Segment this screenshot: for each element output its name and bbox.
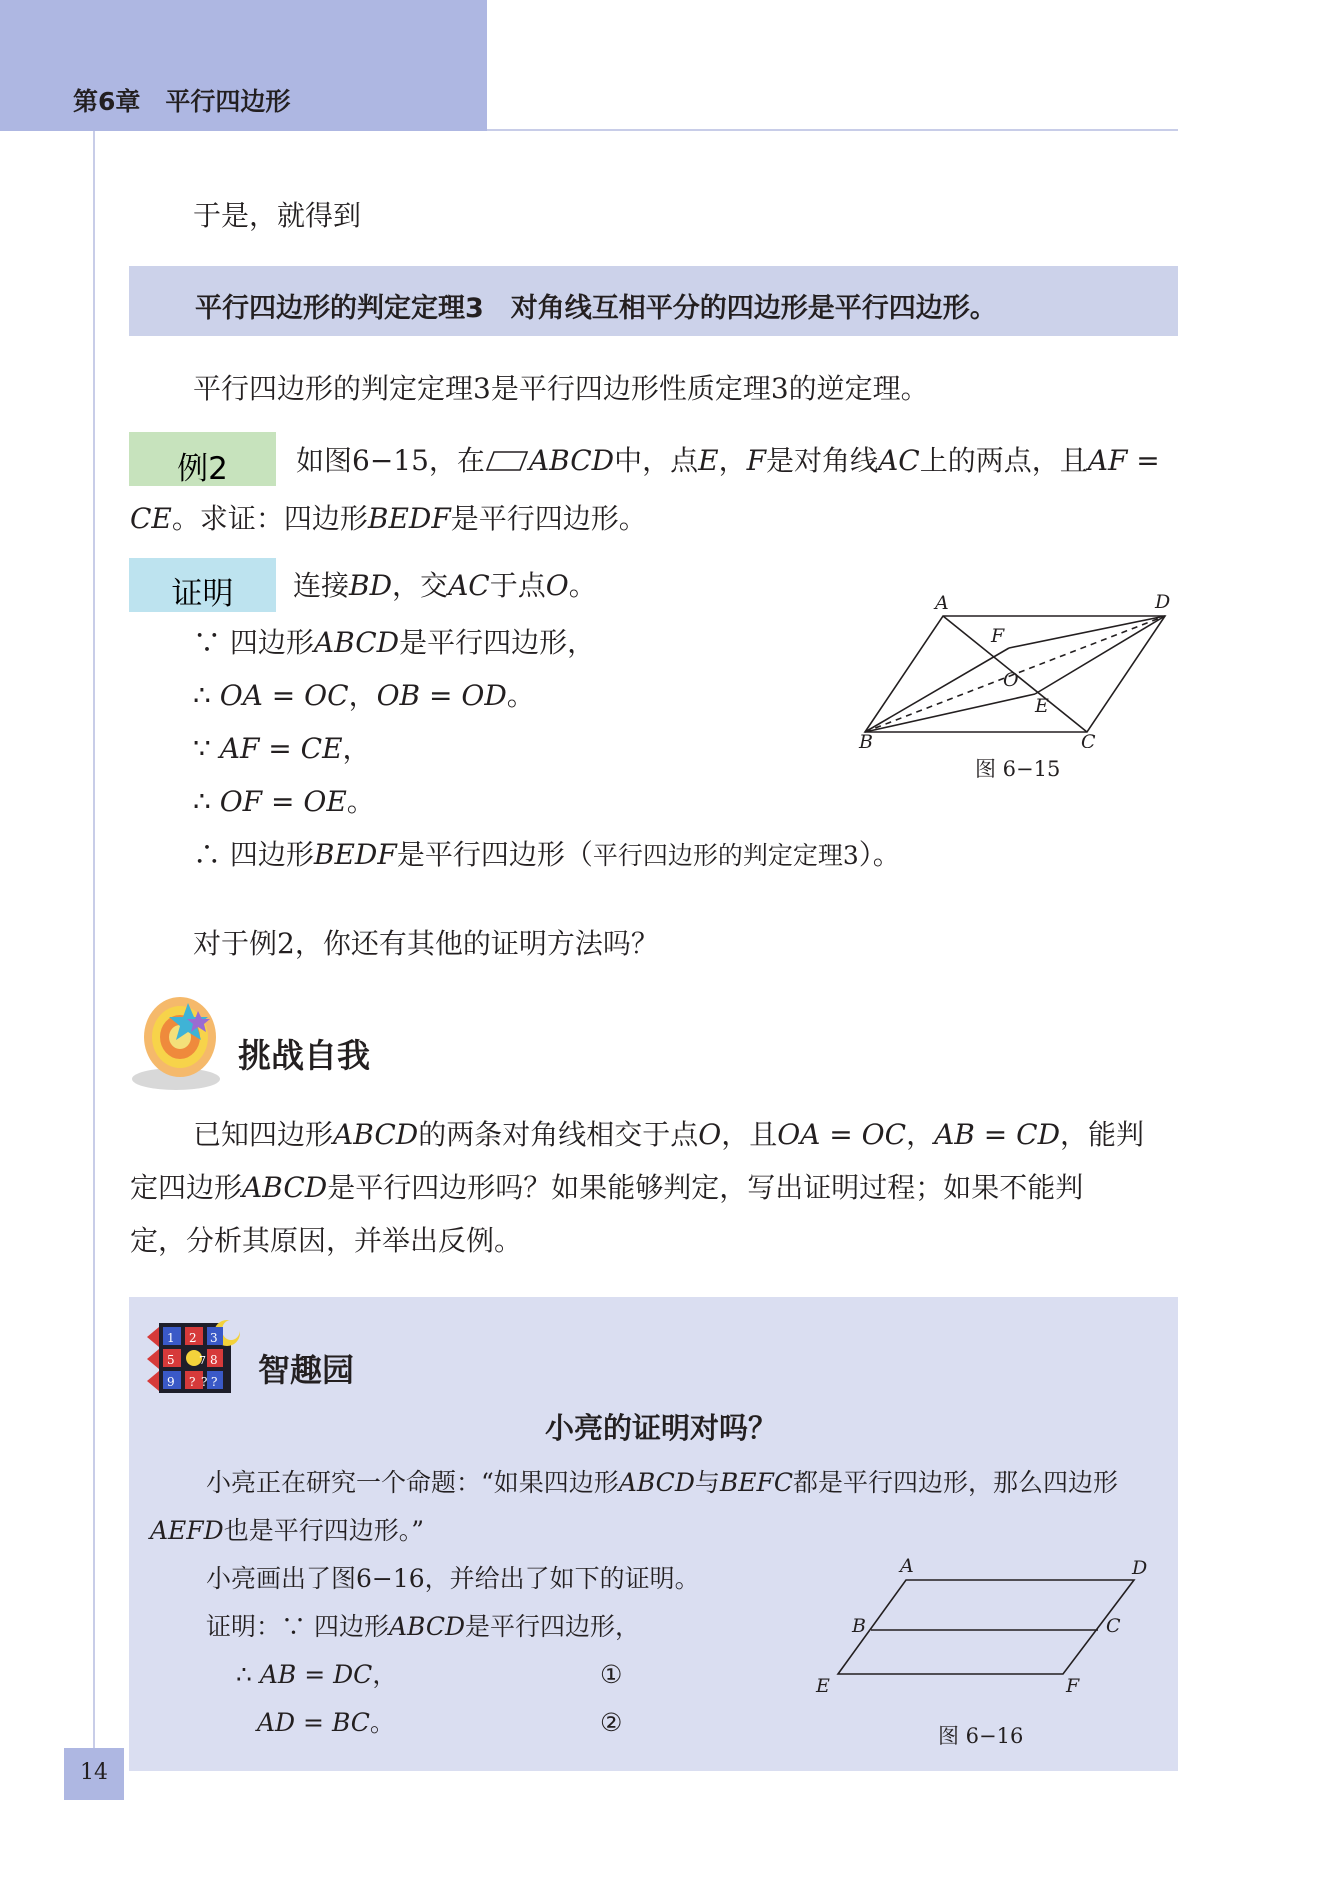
fun-text: 是平行四边形， [465,1612,641,1641]
proof-text: ∵ [193,732,220,765]
proof-text: 是平行四边形， [399,626,596,659]
proof-text: ∴ 四边形 [193,838,314,871]
proof-math: O [545,569,569,602]
fig1-label-a: A [935,592,949,614]
icon-digit: ? [211,1375,218,1389]
proof-math: OF [219,785,263,818]
segment-bf [865,648,1009,732]
theorem-text: 平行四边形的判定定理3 对角线互相平分的四边形是平行四边形。 [195,293,997,324]
proof-text: ∴ [193,679,220,712]
example-text: ， [718,444,747,477]
example-line-1 [296,445,1160,479]
icon-digit: 9 [167,1375,175,1389]
figure-6-15-caption: 图 6−15 [975,757,1061,781]
proof-math: AC [448,569,490,602]
fun-text: = [296,1660,334,1689]
proof-math: OD [461,679,507,712]
challenge-math: ABCD [333,1118,419,1151]
example-tag: 例2 [177,451,228,487]
proof-math: AF [219,732,260,765]
challenge-math: AB [934,1118,975,1151]
chapter-title: 第6章 平行四边形 [73,87,291,116]
challenge-text: ，能判 [1060,1118,1145,1151]
proof-tag: 证明 [171,576,234,612]
fun-math: BC [331,1708,370,1737]
challenge-text: ， [906,1118,935,1151]
proof-text: ∵ 四边形 [193,626,314,659]
icon-digit: 2 [189,1331,197,1345]
fun-text: ， [372,1660,398,1689]
fig1-label-c: C [1081,731,1096,748]
fun-line-1 [206,1468,1118,1498]
proof-text: = [262,679,305,712]
fig2-label-c: C [1106,1615,1121,1637]
parallelogram-symbol-icon [485,447,529,479]
proof-math: OE [303,785,347,818]
icon-digit: ? [201,1375,208,1389]
target-icon [128,995,228,1095]
fun-line-5-number: ① [600,1660,623,1689]
example-text: 是对角线 [766,444,879,477]
proof-text: = [259,732,301,765]
challenge-text: = [820,1118,862,1151]
fig1-label-o: O [1003,669,1019,691]
proof-math: OC [304,679,349,712]
challenge-math: ABCD [242,1171,328,1204]
challenge-math: OA [777,1118,821,1151]
proof-step-4 [193,786,375,818]
example-text: 中，点 [614,444,699,477]
fun-math: AD [257,1708,296,1737]
icon-digit: ? [189,1375,196,1389]
proof-first-line [293,570,597,602]
challenge-line-2 [130,1172,1083,1204]
figure-6-16-caption: 图 6−16 [938,1724,1024,1748]
proof-text: 。 [568,569,597,602]
challenge-text: 已知四边形 [193,1118,334,1151]
challenge-text: 定四边形 [130,1171,243,1204]
fun-text: 都是平行四边形，那么四边形 [792,1468,1118,1497]
proof-text: 是平行四边形（ [396,838,593,871]
segment-fd [1009,616,1165,648]
proof-text: 。 [346,785,375,818]
proof-text: ∴ [193,785,220,818]
proof-math: OB [376,679,421,712]
fun-text: 与 [694,1468,720,1497]
icon-digit: 5 [167,1353,175,1367]
challenge-math: O [698,1118,722,1151]
proof-math: OA [219,679,263,712]
converse-note: 平行四边形的判定定理3是平行四边形性质定理3的逆定理。 [193,372,929,405]
challenge-text: = [974,1118,1017,1151]
proof-text: 连接 [293,569,350,602]
proof-reference: 平行四边形的判定定理3 [592,841,859,870]
proof-math: CE [300,732,343,765]
example-line-2 [130,503,647,535]
fig1-label-e: E [1035,695,1049,717]
example-math: F [746,444,767,477]
example-math: BEDF [367,502,451,535]
fig1-label-d: D [1155,591,1171,613]
icon-digit: 7 [199,1354,206,1367]
fun-line-5 [236,1660,397,1690]
fig2-label-f: F [1066,1675,1080,1697]
fig2-label-a: A [900,1555,914,1577]
fun-text: 证明：∵ 四边形 [206,1612,389,1641]
proof-text: 于点 [489,569,546,602]
fun-math: AEFD [150,1516,224,1545]
example-math: E [698,444,719,477]
puzzle-grid-icon [145,1315,245,1395]
example-text: = [1127,444,1160,477]
proof-step-3 [193,733,371,765]
proof-text: = [262,785,304,818]
proof-text: ， [342,732,371,765]
proof-math: BD [349,569,393,602]
fun-text: = [295,1708,332,1737]
example-text: 是平行四边形。 [450,502,647,535]
icon-digit: 8 [210,1353,218,1367]
fun-line-2 [150,1516,424,1546]
parallelogram-aefd [838,1580,1134,1674]
fig1-label-f: F [991,625,1005,647]
challenge-math: CD [1016,1118,1061,1151]
challenge-line-1 [193,1119,1144,1151]
fig2-label-b: B [852,1615,866,1637]
proof-text: 。 [506,679,535,712]
example-text: 上的两点，且 [919,444,1088,477]
proof-math: ABCD [313,626,400,659]
question-text: 对于例2，你还有其他的证明方法吗？ [193,927,659,960]
margin-rule [93,131,95,1751]
challenge-title: 挑战自我 [238,1036,370,1075]
proof-step-5 [193,839,901,872]
fun-line-6-number: ② [600,1708,623,1737]
fun-text: 。 [369,1708,395,1737]
fun-math: ABCD [618,1468,695,1497]
fun-math: ABCD [388,1612,466,1641]
proof-math: BEDF [313,838,397,871]
fun-title: 智趣园 [258,1351,355,1389]
fun-text: 也是平行四边形。” [223,1516,424,1545]
header-rule [487,129,1178,131]
fun-subtitle: 小亮的证明对吗？ [545,1411,778,1445]
example-text: 如图6−15，在 [296,444,485,477]
proof-text: = [420,679,462,712]
figure-6-15 [855,588,1185,748]
proof-step-2 [193,680,535,712]
challenge-text: 是平行四边形吗？如果能够判定，写出证明过程；如果不能判 [327,1171,1084,1204]
segment-ed [1035,616,1165,694]
challenge-line-3: 定，分析其原因，并举出反例。 [130,1224,523,1257]
fig2-label-e: E [816,1675,830,1697]
example-math: AF [1087,444,1128,477]
icon-digit: 1 [167,1331,175,1345]
example-text: 。求证：四边形 [171,502,368,535]
example-math: CE [130,502,172,535]
proof-text: ）。 [858,838,901,871]
proof-step-1 [193,627,595,659]
fun-math: DC [333,1660,373,1689]
fun-line-4 [206,1612,640,1642]
intro-text: 于是，就得到 [193,199,362,232]
figure-6-16 [810,1550,1160,1700]
proof-text: ，交 [392,569,449,602]
fun-line-6 [257,1708,395,1738]
fun-math: BEFC [719,1468,793,1497]
proof-text: ， [348,679,377,712]
fun-math: AB [259,1660,297,1689]
fun-text: ∴ [236,1660,260,1689]
page-number: 14 [80,1760,108,1785]
challenge-text: 的两条对角线相交于点 [418,1118,699,1151]
fun-text: 小亮正在研究一个命题：“如果四边形 [206,1468,619,1497]
example-math: ABCD [528,444,615,477]
challenge-text: ，且 [721,1118,778,1151]
fig2-label-d: D [1132,1557,1148,1579]
example-math: AC [878,444,920,477]
fig1-label-b: B [859,731,873,748]
icon-digit: 3 [210,1331,218,1345]
fun-line-3: 小亮画出了图6−16，并给出了如下的证明。 [206,1564,700,1593]
challenge-math: OC [861,1118,907,1151]
